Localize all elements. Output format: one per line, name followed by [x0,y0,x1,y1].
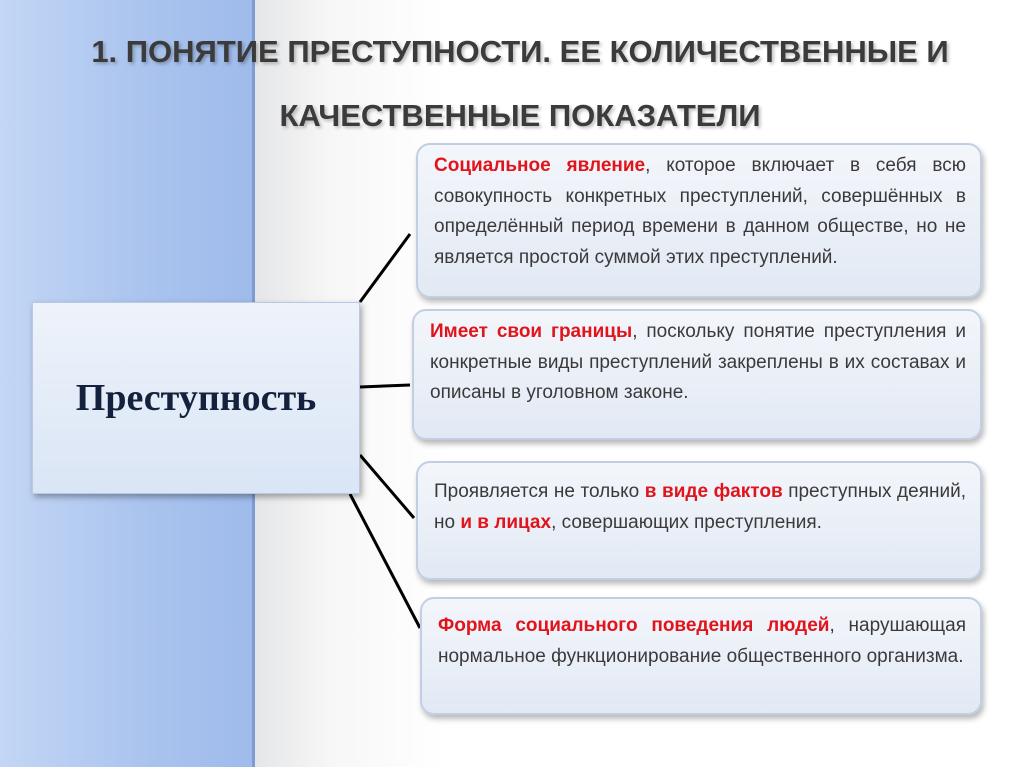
definition-card-4 [420,597,982,715]
slide-title-line-2: КАЧЕСТВЕННЫЕ ПОКАЗАТЕЛИ [279,98,761,133]
slide-title-line-1: 1. ПОНЯТИЕ ПРЕСТУПНОСТИ. ЕЕ КОЛИЧЕСТВЕННЫЕ И [91,34,949,69]
card-2-highlight: Имеет свои границы [430,321,633,342]
card-1-highlight: Социальное явление [434,155,646,176]
card-2-text: , поскольку понятие преступления и конкретные виды преступлений закреплены в их составах и описаны в уголовном законе. [430,321,967,403]
definition-card-3 [416,461,982,580]
card-1-text: , которое включает в себя всю совокупность конкретных преступлений, совершённых в определённый период времени в данном обществе, но не является простой суммой этих преступлений. [434,155,967,268]
central-concept-label: Преступность [75,377,317,419]
card-4-highlight: Форма социального поведения людей [438,615,830,636]
card-3-highlight-b: и в лицах [460,511,552,533]
definition-card-1 [416,143,982,298]
definition-card-2 [412,309,982,440]
card-3-text-a: Проявляется не только [434,481,645,502]
card-4-text: , нарушающая нормальное функционирование общественного организма. [438,615,966,667]
card-3-text-b: преступных деяний, но [434,481,966,533]
card-3-highlight-a: в виде фактов [644,481,783,502]
central-concept-box [32,302,360,494]
card-3-text-c: , совершающих преступления. [551,511,822,533]
